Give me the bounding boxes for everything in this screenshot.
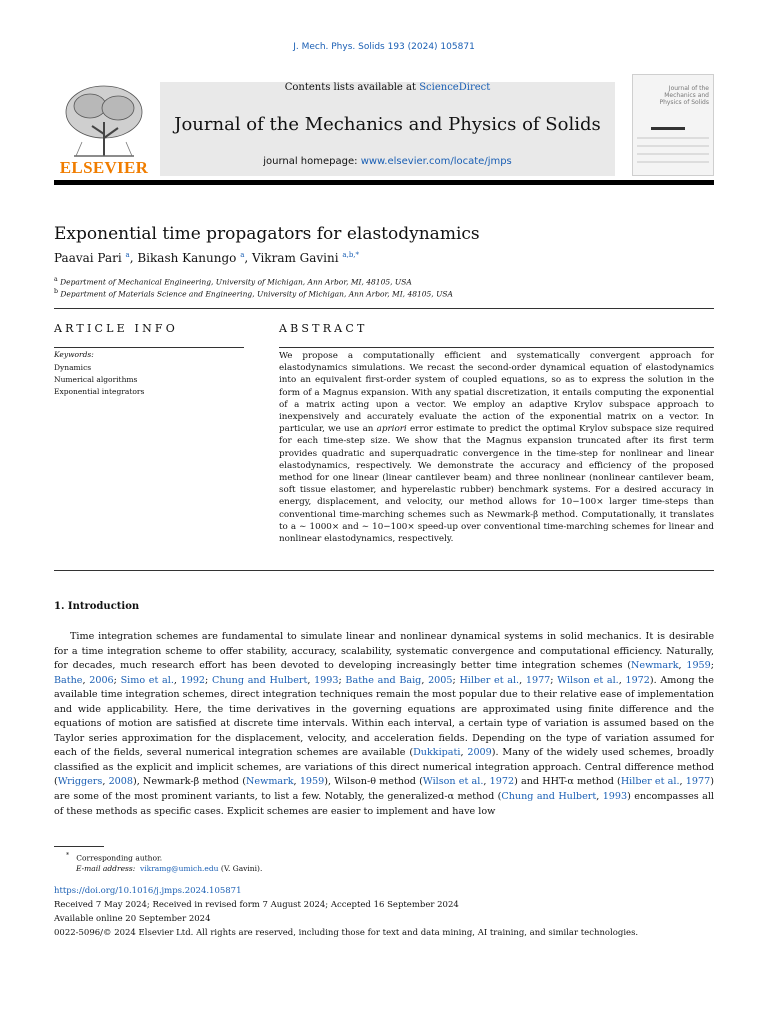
keyword: Numerical algorithms: [54, 375, 138, 384]
cover-line: [637, 145, 709, 147]
citation-link[interactable]: 1972: [625, 674, 650, 686]
text-run: ,: [173, 674, 181, 686]
journal-title: Journal of the Mechanics and Physics of Solids: [174, 114, 601, 135]
introduction-paragraph: [54, 630, 714, 819]
text-run: ) encompasses all of these methods as specific cases. Explicit schemes are easier to implement and have low: [54, 791, 714, 817]
contents-prefix: Contents lists available at: [284, 82, 417, 93]
citation-link[interactable]: Hilber et al.: [620, 776, 680, 788]
contents-line: [160, 82, 615, 93]
affiliation-marker: b: [54, 288, 59, 295]
author-name[interactable]: Vikram Gavini: [252, 251, 339, 265]
elsevier-wordmark: ELSEVIER: [59, 158, 149, 177]
affiliation: [54, 276, 412, 287]
citation-link[interactable]: Wilson et al.: [422, 776, 484, 788]
text-run: ). Among the available time integration schemes, direct integration techniques remain the most popular due to their relative ease of implementation and wide applicability. Here, the time derivatives in the governing equations are approximated using finite difference and the equations of motion are satisfied at discrete time intervals. Within each interval, a certain type of variation is assumed based on the Taylor series approximation for the displacement, velocity, and acceleration fields. Depending on the type of variation assumed for each of the fields, several numerical integration schemes are available (: [54, 674, 714, 759]
cover-graphic: [651, 127, 685, 130]
available-online-date: Available online 20 September 2024: [54, 914, 211, 924]
section-heading-introduction: 1. Introduction: [54, 601, 140, 612]
author-affiliation-marker[interactable]: a: [125, 251, 130, 259]
citation-link[interactable]: Hilber et al.: [459, 674, 520, 686]
citation-link[interactable]: Chung and Hulbert: [211, 674, 308, 686]
citation-link[interactable]: 1977: [685, 776, 711, 788]
citation-link[interactable]: Newmark: [246, 776, 294, 788]
citation-link[interactable]: 1959: [299, 776, 325, 788]
citation-link[interactable]: Bathe and Baig: [345, 674, 422, 686]
text-run: ,: [618, 674, 626, 686]
email-link[interactable]: vikramg@umich.edu: [140, 864, 219, 873]
footnote-rule: [54, 846, 104, 847]
copyright-notice: 0022-5096/© 2024 Elsevier Ltd. All rights are reserved, including those for text and data mining, AI training, and similar technologies.: [54, 928, 639, 938]
abstract-rule: [279, 347, 714, 348]
header-rule: [54, 180, 714, 185]
keyword: Dynamics: [54, 363, 92, 372]
homepage-line: [160, 156, 615, 167]
cover-line: [637, 161, 709, 163]
journal-citation[interactable]: J. Mech. Phys. Solids 193 (2024) 105871: [293, 42, 475, 52]
citation-link[interactable]: 1993: [602, 791, 628, 803]
text-run: ;: [550, 674, 558, 686]
text-run: ,: [421, 674, 429, 686]
affiliation-text: Department of Materials Science and Engineering, University of Michigan, Ann Arbor, MI, 48105, USA: [60, 289, 453, 299]
author-affiliation-marker[interactable]: a,b,*: [342, 251, 360, 259]
keyword: Exponential integrators: [54, 387, 145, 396]
cover-line: [637, 153, 709, 155]
author-name[interactable]: Bikash Kanungo: [137, 251, 237, 265]
citation-link[interactable]: 1992: [180, 674, 206, 686]
text-run: ,: [678, 660, 687, 672]
footnote-marker: *: [66, 852, 70, 859]
citation-link[interactable]: Simo et al.: [120, 674, 174, 686]
citation-link[interactable]: Bathe: [54, 674, 83, 686]
text-run: Time integration schemes are fundamental to simulate linear and nonlinear dynamical systems in solid mechanics. It is desirable for a time integration scheme to offer stability, accuracy, scalability, systematic convergence and computational efficiency. Naturally, for decades, much research effort has been devoted to developing increasingly better time integration schemes (: [54, 631, 714, 672]
journal-cover-image[interactable]: [632, 74, 714, 176]
text-run: ), Wilson-θ method (: [324, 776, 423, 788]
citation-link[interactable]: 1977: [525, 674, 551, 686]
keywords-label: Keywords:: [54, 350, 94, 359]
text-run: ;: [205, 674, 212, 686]
citation-link[interactable]: 2009: [467, 747, 492, 759]
cover-line: [637, 137, 709, 139]
author-list: Paavai Pari $^a$, Bikash Kanungo $^a$, Vikram Gavini $^{a,b,*}$: [54, 251, 360, 265]
text-run: ,: [483, 776, 490, 788]
text-run: ;: [710, 660, 714, 672]
text-run: ), Newmark-β method (: [133, 776, 247, 788]
citation-link[interactable]: Chung and Hulbert: [501, 791, 597, 803]
author-name[interactable]: Paavai Pari: [54, 251, 122, 265]
text-run: ,: [293, 776, 300, 788]
citation-link[interactable]: 2006: [89, 674, 114, 686]
citation-link[interactable]: 2005: [428, 674, 453, 686]
affiliation-text: Department of Mechanical Engineering, University of Michigan, Ann Arbor, MI, 48105, USA: [60, 277, 412, 287]
sciencedirect-link[interactable]: ScienceDirect: [419, 82, 491, 93]
footnote-text: Corresponding author.: [76, 853, 163, 863]
cover-title: Journal of the Mechanics and Physics of Solids: [659, 85, 709, 106]
text-run: ;: [338, 674, 346, 686]
abstract-part: We propose a computationally efficient and systematically convergent approach for elastodynamics simulations. We recast the second-order dynamical equation of elastodynamics into an equivalent first-order system of coupled equations, so as to express the solution in the form of a Magnus expansion. With any spatial discretization, it entails computing the exponential of a matrix acting upon a vector. We employ an adaptive Krylov subspace approach to inexpensively and accurately evaluate the action of the exponential matrix on a vector. In particular, we use an: [279, 351, 714, 435]
citation-link[interactable]: Wriggers: [57, 776, 103, 788]
received-dates: Received 7 May 2024; Received in revised form 7 August 2024; Accepted 16 September 2024: [54, 900, 459, 910]
citation-link[interactable]: 1959: [686, 660, 711, 672]
email-note: [76, 864, 262, 873]
text-run: ,: [596, 791, 603, 803]
citation-link[interactable]: 1993: [314, 674, 339, 686]
section-divider: [54, 308, 714, 309]
section-divider: [54, 570, 714, 571]
corresponding-author-note: [66, 852, 162, 863]
affiliation-marker: a: [54, 276, 58, 283]
abstract-part: error estimate to predict the optimal Krylov subspace size required for each time-step size. We show that the Magnus expansion truncated after its first term provides quadratic and superquadratic convergence in the time-step for nonlinear and linear elastodynamics, respectively. We demonstrate the accuracy and efficiency of the proposed method for one linear (linear cantilever beam) and three nonlinear (nonlinear cantilever beam, soft tissue elastomer, and hyperelastic rubber) benchmark systems. For a desired accuracy in energy, displacement, and velocity, our method allows for 10−100× larger time-steps than conventional time-marching schemes such as Newmark-β method. Computationally, it translates to a ∼ 1000× and ∼ 10−100× speed-up over conventional time-marching schemes for linear and nonlinear elastodynamics, respectively.: [279, 424, 714, 545]
text-run: ,: [460, 747, 468, 759]
citation-link[interactable]: 1972: [489, 776, 515, 788]
citation-link[interactable]: Dukkipati: [413, 747, 461, 759]
abstract-heading: ABSTRACT: [279, 322, 368, 335]
homepage-link[interactable]: www.elsevier.com/locate/jmps: [360, 156, 512, 167]
text-run: ,: [307, 674, 315, 686]
text-run: ) are some of the most prominent variants, to list a few. Notably, the generalized-α method (: [54, 776, 714, 803]
email-label: E-mail address:: [76, 864, 136, 873]
text-run: ,: [102, 776, 109, 788]
text-run: ,: [82, 674, 90, 686]
text-run: ) and HHT-α method (: [514, 776, 621, 788]
homepage-prefix: journal homepage:: [263, 156, 358, 167]
doi-link[interactable]: https://doi.org/10.1016/j.jmps.2024.105871: [54, 886, 242, 896]
author-affiliation-marker[interactable]: a: [240, 251, 245, 259]
email-owner: (V. Gavini).: [220, 864, 263, 873]
article-info-rule: [54, 347, 244, 348]
text-run: ,: [519, 674, 526, 686]
article-title: Exponential time propagators for elastodynamics: [54, 224, 480, 244]
citation-link[interactable]: Wilson et al.: [557, 674, 619, 686]
text-run: ). Many of the widely used schemes, broadly classified as the explicit and implicit schemes, are variations of this direct numerical integration approach. Central difference method (: [54, 747, 714, 788]
citation-link[interactable]: 2008: [108, 776, 133, 788]
article-info-heading: ARTICLE INFO: [54, 322, 178, 335]
citation-link[interactable]: Newmark: [631, 660, 679, 672]
abstract-text: [279, 350, 714, 545]
affiliation: [54, 288, 453, 299]
text-run: ,: [679, 776, 686, 788]
text-run: ;: [452, 674, 460, 686]
text-run: ;: [113, 674, 121, 686]
abstract-italic: apriori: [376, 424, 407, 435]
